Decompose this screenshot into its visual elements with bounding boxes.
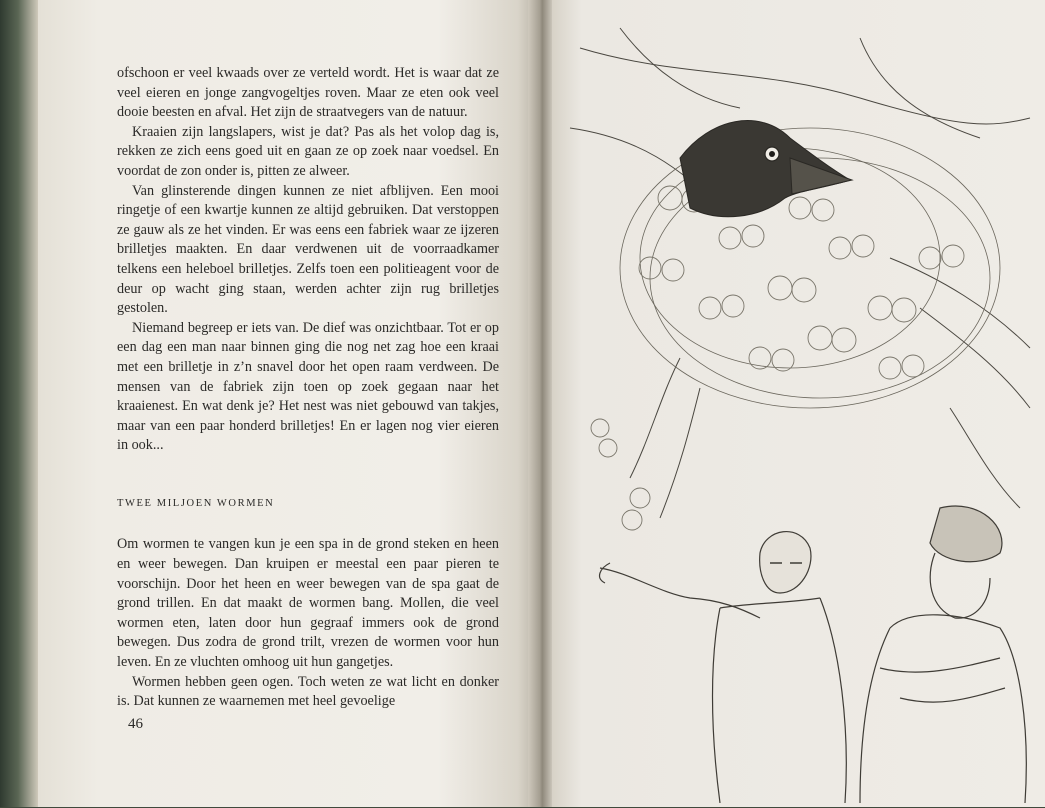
- branches: [570, 28, 1030, 518]
- crow-nest-illustration: [560, 8, 1040, 803]
- crow: [680, 121, 852, 217]
- section-paragraph-2: Wormen hebben geen ogen. Toch weten ze wat licht en donker is. Dat kunnen ze waarnemen met heel gevoelige: [117, 673, 499, 710]
- spectacles-pile: [591, 186, 964, 530]
- section-paragraph-1: Om wormen te vangen kun je een spa in de grond steken en heen en weer bewegen. Dan kruipen er meestal een paar pieren te voorschijn. Door het heen en weer bewegen van de spa gaat de grond trillen. En dat maakt de wormen bang. Mollen, die veel wormen eten, laten door hun gegraaf immers ook de grond bewegen. Dus zodra de grond trilt, vrezen de wormen voor hun leven. En ze vluchten omhoog uit hun gangetjes.: [117, 536, 499, 671]
- left-page-text: [117, 64, 499, 712]
- section-heading: TWEE MILJOEN WORMEN: [117, 497, 275, 509]
- paragraph-1: ofschoon er veel kwaads over ze verteld wordt. Het is waar dat ze veel eieren en jonge zangvogeltjes roven. Maar ze eten ook veel dooie beesten en afval. Het zijn de straatvegers van de natuur.: [117, 65, 499, 121]
- paragraph-2: Kraaien zijn langslapers, wist je dat? Pas als het volop dag is, rekken ze zich eens goed uit en gaan ze op zoek naar voedsel. En voordat de zon onder is, pitten ze alweer.: [117, 123, 499, 179]
- paragraph-3: Van glinsterende dingen kunnen ze niet afblijven. Een mooi ringetje of een kwartje kunnen ze altijd gebruiken. Dat verstoppen ze gauw als ze het vinden. Er was eens een fabriek waar ze ijzeren brilletjes maakten. En daar verdwenen uit de voorraadkamer telkens een heleboel brilletjes. Zelfs toen een politieagent voor de deur op wacht ging staan, werden achter zijn rug brilletjes gestolen.: [117, 182, 499, 317]
- book-gutter: [528, 0, 554, 807]
- paragraph-4: Niemand begreep er iets van. De dief was onzichtbaar. Tot er op een dag een man naar binnen ging die nog net zag hoe een kraai met een brilletje in z’n snavel door het open raam verdween. De mensen van de fabriek zijn toen op zoek gegaan naar het kraaienest. En wat denk je? Het nest was niet gebouwd van takjes, maar van een paar honderd brilletjes! En er lagen nog vier eieren in ook...: [117, 319, 499, 454]
- two-men: [600, 506, 1027, 803]
- page-number: 46: [128, 716, 143, 732]
- illustration-svg: [560, 8, 1040, 803]
